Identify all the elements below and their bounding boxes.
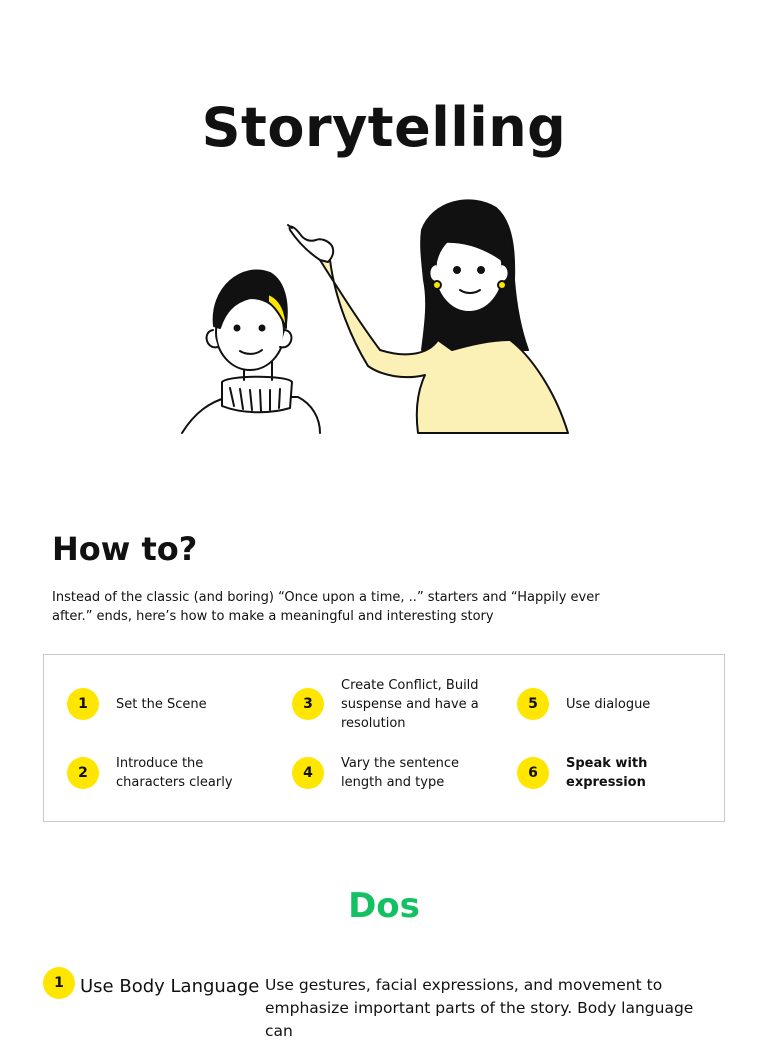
step-number-badge: 5 [517,688,549,720]
step-item [67,671,266,737]
step-label: Use dialogue [566,696,651,712]
boy-figure [182,270,320,433]
step-item [67,740,266,806]
step-item [517,671,716,737]
step-number-badge: 3 [292,688,324,720]
step-number-badge: 4 [292,757,324,789]
page-title: Storytelling [201,96,567,159]
do-item-title: Use Body Language [80,976,260,997]
do-item-description: Use gestures, facial expressions, and movement to emphasize important parts of the story. Body language can [265,976,694,1040]
woman-figure [288,200,568,433]
step-label: Speak with expression [566,756,648,790]
step-item [517,740,716,806]
step-number-badge: 6 [517,757,549,789]
step-number-badge: 2 [67,757,99,789]
step-label: Set the Scene [116,696,207,712]
steps-box [43,654,725,822]
step-number-badge: 1 [67,688,99,720]
how-to-intro: Instead of the classic (and boring) “Once upon a time, ..” starters and “Happily ever after.” ends, here’s how to make a meaningful and interesting story [52,590,600,624]
step-item [292,671,491,737]
do-number-badge: 1 [43,967,75,999]
storytelling-illustration [170,190,590,435]
step-label: Create Conflict, Build suspense and have a resolution [341,677,479,731]
step-label: Vary the sentence length and type [341,756,459,790]
how-to-heading: How to? [52,530,198,568]
step-label: Introduce the characters clearly [116,756,233,790]
dos-heading: Dos [348,886,420,926]
step-item [292,740,491,806]
